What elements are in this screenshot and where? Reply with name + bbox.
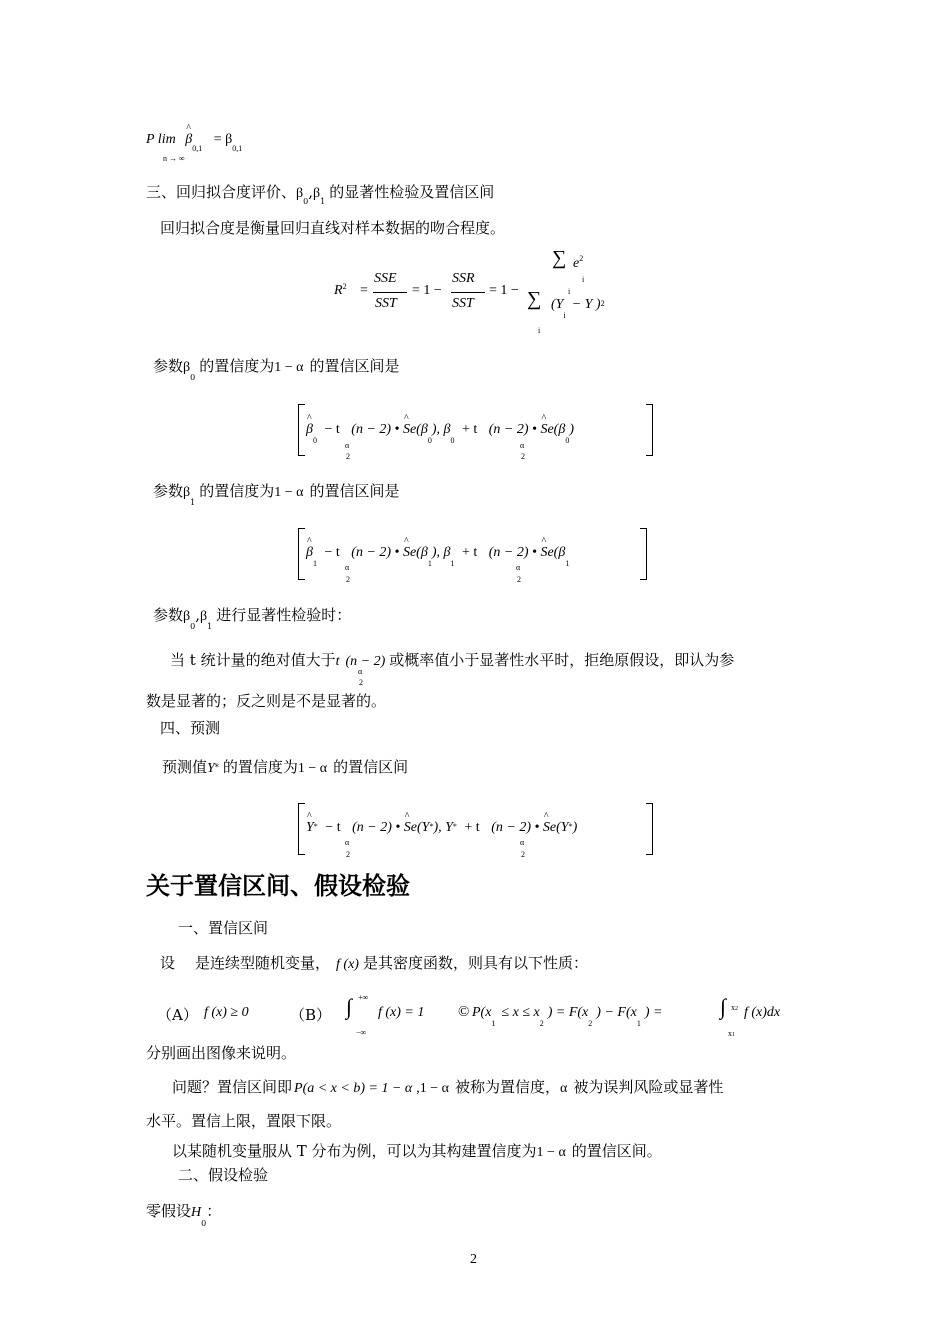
beta-symbol: β [183,360,191,375]
label-post: 的置信度为 [199,357,275,375]
mid: ≤ x ≤ x [501,1005,540,1020]
plim-prefix: P lim [146,132,176,147]
t-symbol: t [335,654,340,669]
beta-subscript: 0,1 [192,144,203,153]
n-minus-2-b: (n − 2) • [488,422,537,437]
sse-numerator: SSE [374,271,397,286]
y-star: Y [207,761,215,776]
sub: 1 [207,622,213,631]
residual-sub: i [582,275,585,284]
prop-c-tail: f (x)dx [744,1005,781,1020]
beta0-sub: 0 [303,197,309,206]
ssr-numerator: SSR [452,271,475,286]
conf: 1 − α [419,1081,449,1096]
h0-sub: 0 [201,1219,207,1228]
prop-a-label: （A） [157,1006,198,1024]
p-mid: 是连续型随机变量， [195,954,331,972]
sum-symbol-bottom: ∑ [527,288,542,310]
alpha-half-num-b: α [520,441,525,450]
p-formula: P(a < x < b) = 1 − α [294,1081,413,1096]
prediction-label [162,756,408,777]
heading-text: 三、回归拟合度评价、 [146,183,297,201]
alpha-half-den: 2 [346,452,350,461]
label-pre: 预测值 [162,758,208,776]
residual-sup: 2 [579,254,584,263]
alpha-half-den-b: 2 [521,452,525,461]
prop-b: f (x) = 1 [378,1005,425,1020]
se-y: ^ Se(Y [404,820,430,836]
prop-b-label: （B） [290,1006,332,1024]
close-paren: ) [569,422,574,437]
p-pre: 以某随机变量服从 T 分布为例，可以为其构建置信度为 [172,1142,537,1160]
prop-a: f (x) ≥ 0 [204,1005,249,1020]
para-pre: 当 t 统计量的绝对值大于 [170,651,336,669]
n-minus-2: (n − 2) • [352,820,401,835]
comma-y: ), Y [433,820,453,835]
label-end: 的置信区间是 [309,482,400,500]
integral-sign-2: ∫ [720,994,727,1019]
fit-paragraph: 回归拟合度是衡量回归直线对样本数据的吻合程度。 [160,219,506,237]
comma: , [416,1081,420,1096]
plim-formula [146,132,243,153]
para-post: 或概率值小于显著性水平时，拒绝原假设，即认为参 [389,651,735,669]
alpha-den: 2 [346,850,350,859]
s2: 2 [539,1019,544,1028]
section-title: 关于置信区间、假设检验 [146,872,410,900]
beta0-symbol: β [296,186,304,201]
interval-expression [306,820,577,836]
sub: 0 [190,622,196,631]
sum-symbol-top: ∑ [552,247,567,269]
beta1-symbol: β [313,186,321,201]
se-beta1-b: ^ Se(β [540,545,565,561]
fraction-line-1 [373,292,407,293]
sub: 0 [427,436,432,445]
label-pre: 参数 [153,482,184,500]
beta-hat: ^ β [185,132,192,148]
se-beta1: ^ Se(β [403,545,428,561]
label-post: 的置信度为 [199,482,275,500]
r-sup: 2 [342,282,347,291]
alpha-half-den-b: 2 [517,575,521,584]
p-pre: 问题？置信区间即 [172,1078,293,1096]
n-minus-2-b: (n − 2) • [491,820,540,835]
heading-text-end: 的显著性检验及置信区间 [329,183,495,201]
confidence-level: 1 − α [274,360,304,375]
question-paragraph [172,1076,723,1097]
upper-sub: 2 [735,1006,738,1012]
alpha-num-b: α [520,838,525,847]
significance-line [153,604,352,631]
plim-equals: = β [213,132,233,147]
right-bracket [646,404,653,456]
star: * [313,822,318,831]
star: * [214,763,219,772]
beta-sub: 0 [190,373,196,382]
conf: 1 − α [536,1145,566,1160]
integral-sign: ∫ [346,994,353,1019]
n-minus-2-b: (n − 2) • [488,545,537,560]
beta-symbol: β [183,485,191,500]
s1: 1 [491,1019,496,1028]
page-number: 2 [470,1252,477,1267]
beta-subscript-right: 0,1 [232,144,243,153]
y-hat: ^ Y [306,820,314,836]
alpha-half-num-b: α [516,563,521,572]
plus-t: + t [461,422,478,437]
equals-one-minus-1: = 1 − [412,283,442,298]
p-post: 是其密度函数，则具有以下性质： [362,954,588,972]
integral-upper: +∞ [358,993,369,1002]
label-pre: 参数 [153,357,184,375]
ci-beta0-label [153,355,400,382]
integral-lower: −∞ [356,1028,367,1037]
f-of-x: f (x) [336,957,359,972]
beta0: β [183,609,191,624]
y-minus-ybar: − Y ) [571,297,601,312]
comma: , [195,606,201,624]
subsection-hypothesis: 二、假设检验 [178,1166,269,1184]
s3: 2 [588,1019,593,1028]
star: * [568,822,573,831]
beta1-hat: ^ β [306,545,313,561]
s4: 1 [636,1019,641,1028]
t-distribution-paragraph [172,1140,662,1161]
alpha-half-den: 2 [346,575,350,584]
upper: x [731,1003,735,1012]
p-pre: 零假设 [146,1202,192,1220]
equals-1: = [360,283,368,298]
right-bracket [640,528,647,580]
beta0-hat: ^ β [306,422,313,438]
r-symbol: R [334,283,343,298]
left-bracket [298,528,305,580]
n-minus-2: (n − 2) [345,654,386,669]
fraction-line-2 [451,292,485,293]
t-alpha: α [358,667,363,676]
interval-expression: ^ $\beta_0 - t$ (n − 2) • ^ $Se(\beta_0)$, $\beta_0 + t$ (n − 2) • ^ $Se(\beta_0)$ [306,422,574,438]
label-pre: 参数 [153,606,184,624]
close-paren: ) [572,820,578,835]
p-pre: 设 [160,954,176,972]
label-end: 的置信区间是 [309,357,400,375]
sum-index-top: i [568,287,571,296]
star: * [429,822,434,831]
p-open: P(x [472,1005,492,1020]
post1: 被称为置信度， [454,1078,560,1096]
ci-beta1-label [153,480,400,507]
confidence-level: 1 − α [274,485,304,500]
t-two: 2 [359,678,363,687]
residual-e: e [573,256,580,271]
lower: x [728,1029,732,1038]
rest2: ) − F(x [596,1005,637,1020]
illustrate-paragraph: 分别画出图像来说明。 [146,1044,297,1062]
significance-paragraph [170,649,734,670]
lower-sub: 1 [732,1032,735,1038]
alpha: α [560,1081,568,1096]
heading-comma: , [308,183,314,201]
plus-t: + t [464,820,480,835]
star: * [452,822,457,831]
sub: 0 [312,436,317,445]
p-post: 的置信区间。 [571,1142,662,1160]
significance-paragraph-line2: 数是显著的；反之则是不是显著的。 [146,692,387,710]
null-hypothesis [146,1200,222,1228]
alpha-den-b: 2 [521,850,525,859]
label-post: 的置信度为 [222,758,298,776]
se-y-b: ^ Se(Y [543,820,569,836]
den-sup: 2 [600,299,605,308]
alpha-num: α [345,838,350,847]
post2: 被为误判风险或显著性 [573,1078,724,1096]
alpha-half-num: α [345,441,350,450]
h0-symbol: H [191,1205,202,1220]
comma-beta: ), β [431,422,451,437]
sst-denominator-1: SST [375,296,397,311]
beta1-sub: 1 [320,197,326,206]
question-paragraph-line2: 水平。置信上限，置限下限。 [146,1112,342,1130]
rest: ) = F(x [547,1005,589,1020]
section3-heading [146,181,495,206]
rest3: ) = [644,1005,663,1020]
right-bracket [646,803,653,855]
interval-expression: ^ $\beta_1 - t$ (n − 2) • ^ $Se(\beta_1)$, $\beta_1 + t$ (n − 2) • ^ $Se(\beta_1$ [306,545,569,561]
beta-sub: 1 [190,498,196,507]
beta1: β [200,609,208,624]
left-bracket [298,803,305,855]
y-i-open: (Y [551,297,564,312]
density-paragraph [160,952,588,973]
colon: ： [206,1202,222,1220]
subsection-ci: 一、置信区间 [178,919,269,937]
label-end: 的置信区间 [333,758,409,776]
sst-denominator-2: SST [452,296,474,311]
n-minus-2: (n − 2) • [351,545,400,560]
minus-t: − t [324,545,340,560]
comma-beta: ), β [431,545,451,560]
se-beta0: ^ Se(β [403,422,428,438]
sub: 1 [312,559,317,568]
y-i-sub: i [563,311,566,320]
prop-c [472,1005,663,1028]
sub: 1 [427,559,432,568]
confidence-level: 1 − α [297,761,328,776]
sum-index-bottom: i [538,326,541,335]
n-minus-2: (n − 2) • [351,422,400,437]
plim-limit: n → ∞ [163,154,185,163]
minus-t: − t [325,820,341,835]
se-beta0-b: ^ Se(β [540,422,565,438]
equals-one-minus-2: = 1 − [489,283,519,298]
prop-c-label: © [458,1004,470,1020]
left-bracket [298,404,305,456]
minus-t: − t [324,422,340,437]
sub: 0 [565,436,570,445]
alpha-half-num: α [345,563,350,572]
section4-heading: 四、预测 [160,719,221,737]
sub: 1 [565,559,570,568]
plus-t: + t [461,545,478,560]
label-post: 进行显著性检验时： [216,606,352,624]
